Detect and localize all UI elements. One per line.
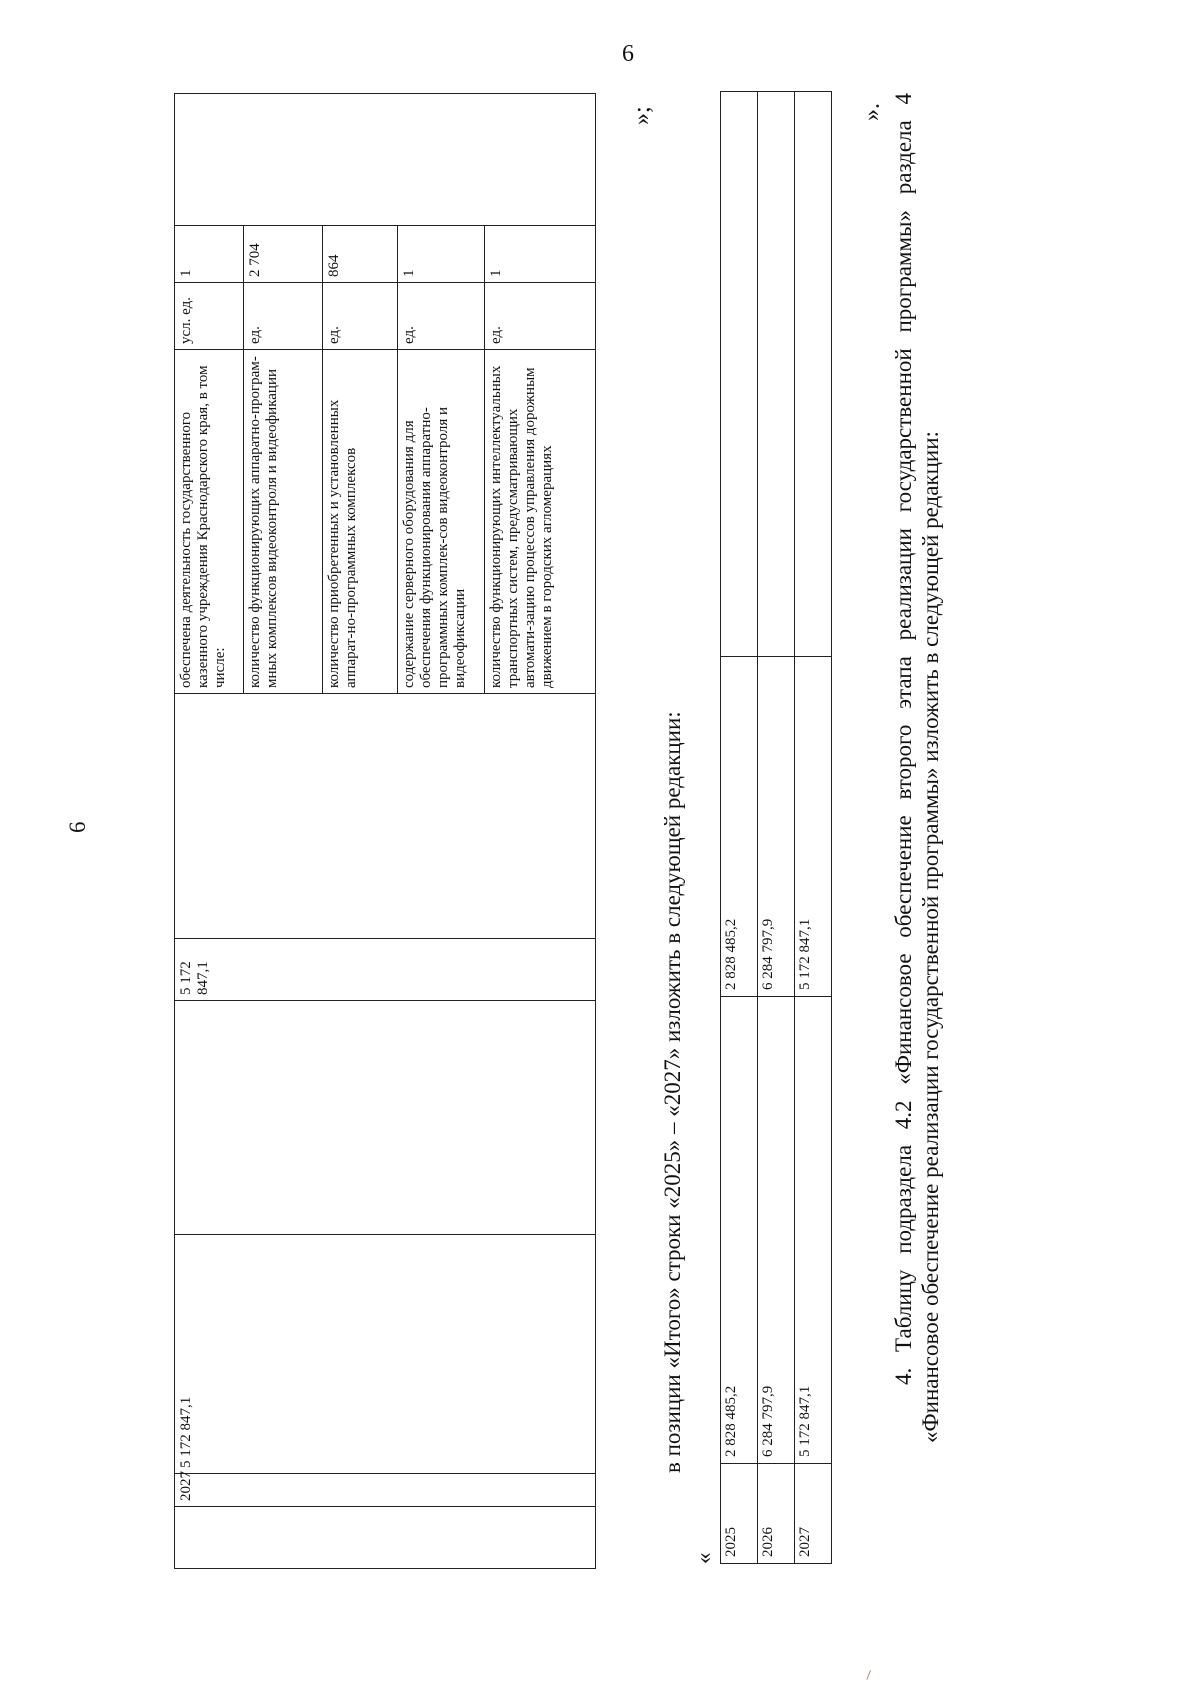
total-cell: 6 284 797,9 <box>758 997 795 1464</box>
description-cell: обеспечена деятельность государственного казенного учреждения Краснодарского края, в том числе: <box>175 350 244 694</box>
table-row <box>721 92 758 1564</box>
closing-quote: »; <box>629 106 655 125</box>
description-cell: количество функционирующих аппаратно-програм-мных комплексов видеоконтроля и видеофикации <box>244 350 323 694</box>
closing-quote: ». <box>859 103 885 121</box>
unit-cell: ед. <box>244 283 323 350</box>
value-cell: 1 <box>485 226 596 283</box>
rotated-content <box>0 30 1100 1670</box>
paragraph: 4. Таблицу подраздела 4.2 «Финансовое обеспечение второго этапа реализации государственной программы» раздела 4 «Финансовое обеспечение реализации государственной программы» изложить в следующей редакции: <box>891 93 943 1443</box>
value-cell: 2 828 485,2 <box>721 657 758 997</box>
value-cell: 2 704 <box>244 226 323 283</box>
value-cell: 6 284 797,9 <box>758 657 795 997</box>
totals-table <box>720 91 832 1564</box>
total-cell: 2 828 485,2 <box>721 997 758 1464</box>
amount-cell: 5 172 847,1 <box>175 1235 596 1474</box>
amount-cell: 5 172 847,1 <box>175 939 596 1001</box>
opening-quote: « <box>691 1552 716 1564</box>
value-cell: 1 <box>175 226 244 283</box>
total-cell: 5 172 847,1 <box>795 997 832 1464</box>
unit-cell: ед. <box>323 283 398 350</box>
year-cell: 2027 <box>795 1464 832 1564</box>
unit-cell: усл. ед. <box>175 283 244 350</box>
value-cell: 864 <box>323 226 398 283</box>
side-page-number: 6 <box>65 821 90 833</box>
scan-mark <box>866 1670 876 1682</box>
year-cell: 2025 <box>721 1464 758 1564</box>
indicator-table <box>174 93 596 1569</box>
year-cell: 2027 <box>175 1474 596 1507</box>
description-cell: содержание серверного оборудования для обеспечения функционирования аппаратно-программных комплек-сов видеоконтроля и видеофиксации <box>398 350 485 694</box>
unit-cell: ед. <box>398 283 485 350</box>
unit-cell: ед. <box>485 283 596 350</box>
value-cell: 1 <box>398 226 485 283</box>
year-cell: 2026 <box>758 1464 795 1564</box>
table-row <box>758 92 795 1564</box>
table-row <box>795 92 832 1564</box>
description-cell: количество функционирующих интеллектуальных транспортных систем, предусматривающих автомати-зацию процессов управления дорожным движением в городских агломерациях <box>485 350 596 694</box>
page-number: 6 <box>622 41 634 67</box>
paragraph: в позиции «Итого» строки «2025» – «2027» изложить в следующей редакции: <box>660 711 685 1473</box>
description-cell: количество приобретенных и установленных аппарат-но-программных комплексов <box>323 350 398 694</box>
value-cell: 5 172 847,1 <box>795 657 832 997</box>
table-row <box>175 94 244 1569</box>
